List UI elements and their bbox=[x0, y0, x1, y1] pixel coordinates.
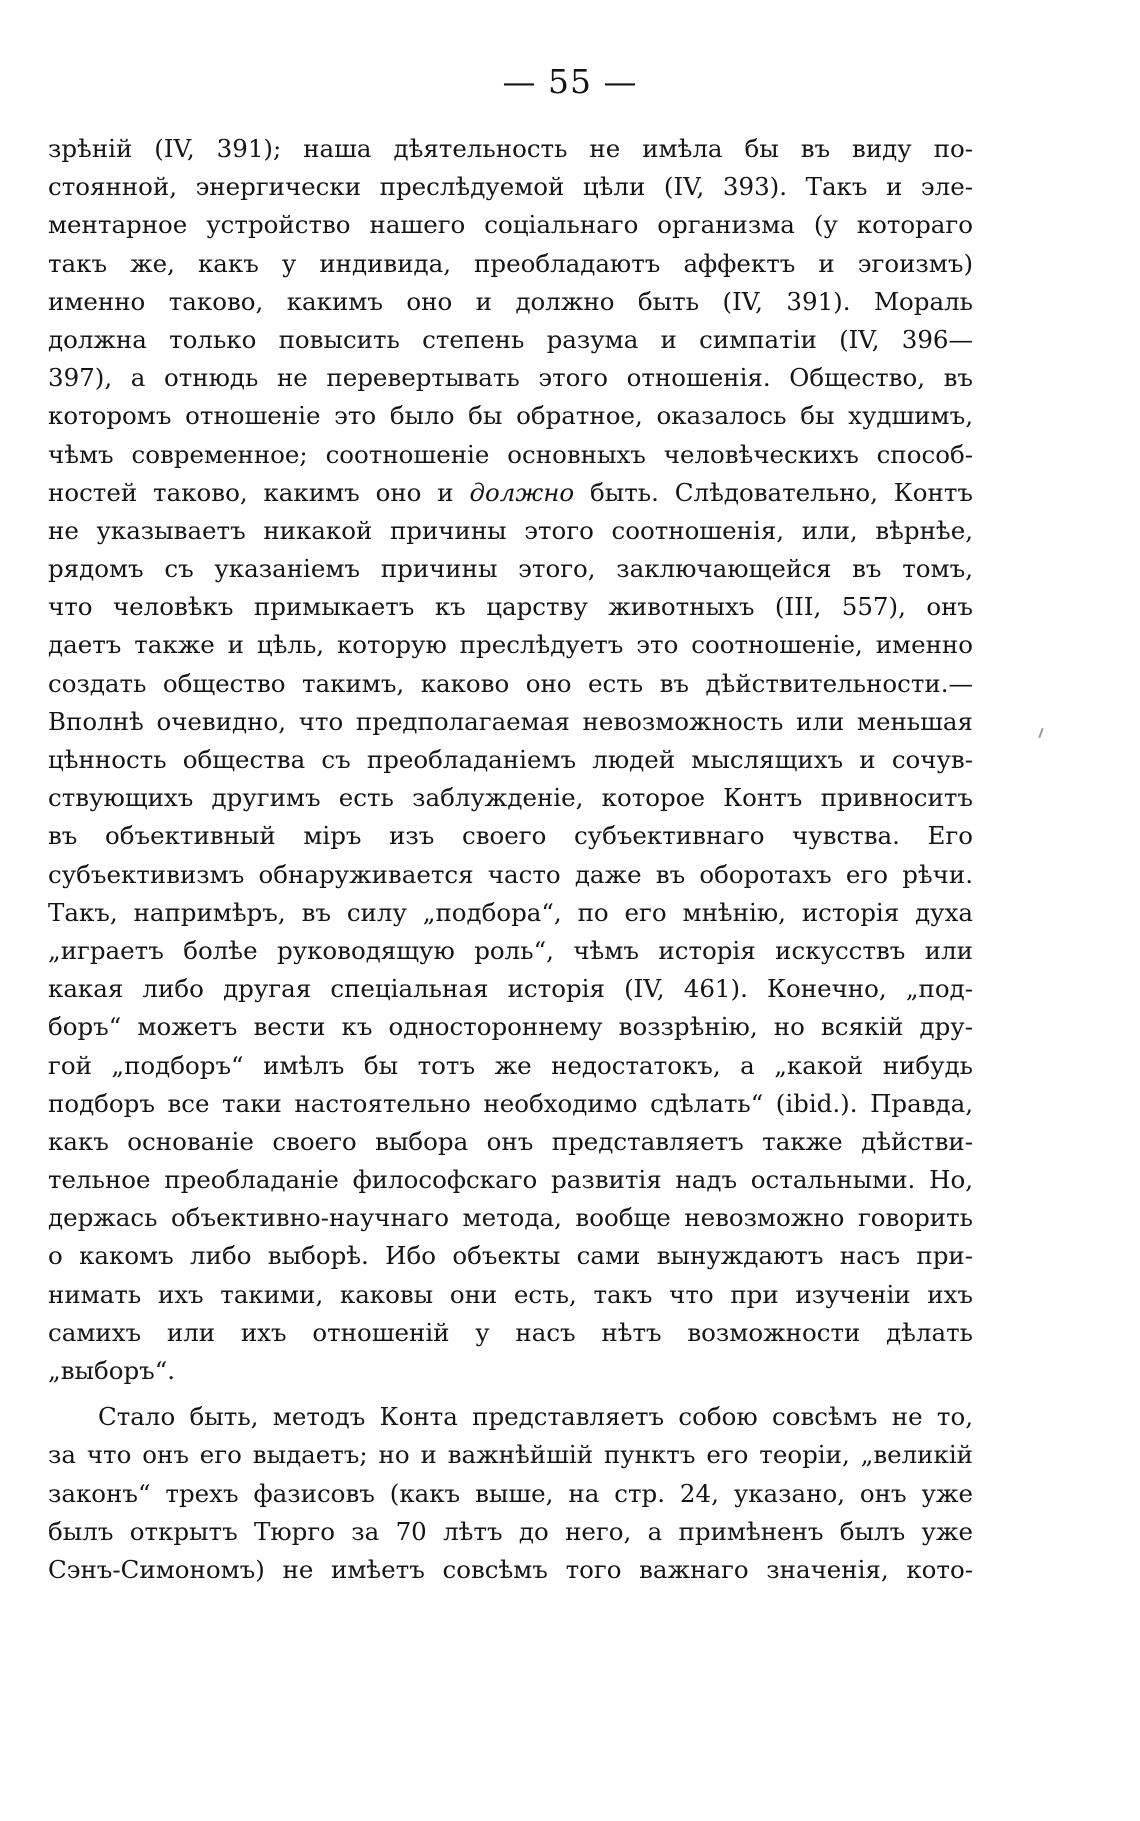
text-line: законъ“ трехъ фазисовъ (какъ выше, на стр. 24, указано, онъ уже bbox=[48, 1478, 973, 1508]
text-line: именно таково, какимъ оно и должно быть (IV, 391). Мораль bbox=[48, 286, 973, 316]
text-line: которомъ отношеніе это было бы обратное, оказалось бы худшимъ, bbox=[48, 401, 973, 431]
text-line bbox=[48, 474, 973, 512]
paragraph-gap bbox=[48, 1390, 973, 1398]
body-text bbox=[48, 130, 973, 1589]
text-line: гой „подборъ“ имѣлъ бы тотъ же недостатокъ, а „какой нибудь bbox=[48, 1050, 973, 1080]
text-line: не указываетъ никакой причины этого соотношенія, или, вѣрнѣе, bbox=[48, 515, 973, 545]
text-line: ствующихъ другимъ есть заблужденіе, которое Контъ привноситъ bbox=[48, 783, 973, 813]
text-line: зрѣній (IV, 391); наша дѣятельность не имѣла бы въ виду по- bbox=[48, 134, 973, 163]
text-line: создать общество такимъ, каково оно есть въ дѣйствительности.— bbox=[48, 668, 973, 698]
text-line: нимать ихъ такими, каковы они есть, такъ что при изученіи ихъ bbox=[48, 1279, 973, 1309]
text-line: субъективизмъ обнаруживается часто даже въ оборотахъ его рѣчи. bbox=[48, 859, 973, 889]
text-line: въ объективный міръ изъ своего субъективнаго чувства. Его bbox=[48, 821, 973, 851]
text-line: должна только повысить степень разума и симпатіи (IV, 396— bbox=[48, 324, 973, 354]
text-line: самихъ или ихъ отношеній у насъ нѣтъ возможности дѣлать bbox=[48, 1317, 973, 1347]
paragraph-1 bbox=[48, 130, 973, 1390]
text-line: держась объективно-научнаго метода, вообще невозможно говорить bbox=[48, 1203, 973, 1233]
line-segment: ностей таково, какимъ оно и bbox=[48, 477, 470, 507]
text-line: Стало быть, методъ Конта представляетъ собою совсѣмъ не то, bbox=[98, 1402, 973, 1432]
text-line: тельное преобладаніе философскаго развитія надъ остальными. Но, bbox=[48, 1165, 973, 1195]
text-line: чѣмъ современное; соотношеніе основныхъ человѣческихъ способ- bbox=[48, 439, 973, 469]
emphasized-word: должно bbox=[469, 477, 575, 507]
text-line: Вполнѣ очевидно, что предполагаемая невозможность или меньшая bbox=[48, 706, 973, 736]
text-line: подборъ все таки настоятельно необходимо сдѣлать“ (ibid.). Правда, bbox=[48, 1088, 973, 1118]
page-number: — 55 — bbox=[502, 62, 638, 101]
line-segment: быть. Слѣдовательно, Контъ bbox=[574, 477, 973, 507]
text-line: былъ открытъ Тюрго за 70 лѣтъ до него, а примѣненъ былъ уже bbox=[48, 1516, 973, 1546]
text-line: стоянной, энергически преслѣдуемой цѣли (IV, 393). Такъ и эле- bbox=[48, 172, 973, 202]
text-line: что человѣкъ примыкаетъ къ царству животныхъ (III, 557), онъ bbox=[48, 592, 973, 622]
text-line: за что онъ его выдаетъ; но и важнѣйшій пунктъ его теоріи, „великій bbox=[48, 1440, 973, 1470]
text-line: такъ же, какъ у индивида, преобладаютъ аффектъ и эгоизмъ) bbox=[48, 248, 973, 278]
text-line: даетъ также и цѣль, которую преслѣдуетъ это соотношеніе, именно bbox=[48, 630, 973, 660]
paragraph-2 bbox=[48, 1398, 973, 1589]
text-line: „выборъ“. bbox=[48, 1356, 176, 1385]
text-line: ментарное устройство нашего соціальнаго организма (у котораго bbox=[48, 210, 973, 240]
text-line: какая либо другая спеціальная исторія (IV, 461). Конечно, „под- bbox=[48, 974, 973, 1004]
text-line: какъ основаніе своего выбора онъ представляетъ также дѣйстви- bbox=[48, 1126, 973, 1156]
text-line: о какомъ либо выборѣ. Ибо объекты сами вынуждаютъ насъ при- bbox=[48, 1241, 973, 1271]
text-line: цѣнность общества съ преобладаніемъ людей мыслящихъ и сочув- bbox=[48, 745, 973, 774]
text-line: боръ“ можетъ вести къ одностороннему воззрѣнію, но всякій дру- bbox=[48, 1012, 973, 1042]
text-line: „играетъ болѣе руководящую роль“, чѣмъ исторія искусствъ или bbox=[48, 935, 973, 965]
scan-speck bbox=[1038, 728, 1043, 738]
text-line: рядомъ съ указаніемъ причины этого, заключающейся въ томъ, bbox=[48, 554, 973, 584]
text-line: 397), а отнюдь не перевертывать этого отношенія. Общество, въ bbox=[48, 363, 973, 393]
text-line: Сэнъ-Симономъ) не имѣетъ совсѣмъ того важнаго значенія, кото- bbox=[48, 1554, 973, 1584]
text-line: Такъ, напримѣръ, въ силу „подбора“, по его мнѣнію, исторія духа bbox=[48, 897, 973, 927]
